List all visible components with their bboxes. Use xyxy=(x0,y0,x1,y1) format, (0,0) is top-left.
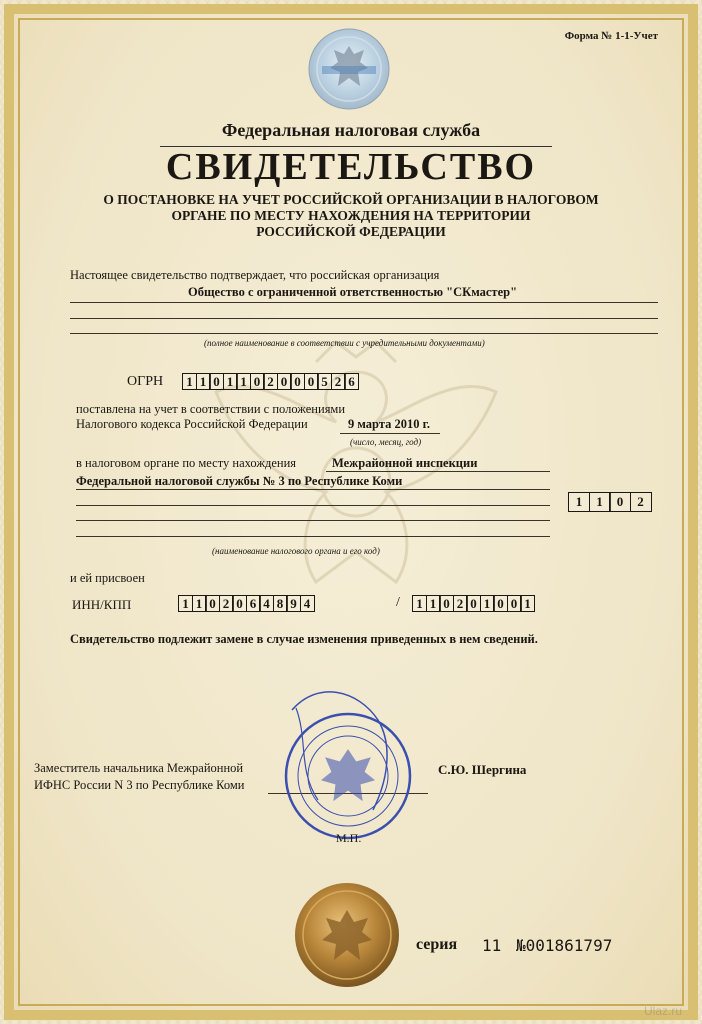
replacement-notice: Свидетельство подлежит замене в случае изменения приведенных в нем сведений. xyxy=(70,632,538,646)
ogrn-digit: 1 xyxy=(236,373,251,390)
kpp-digit: 0 xyxy=(466,595,481,612)
kpp-digit: 1 xyxy=(480,595,495,612)
inn-digit: 6 xyxy=(246,595,261,612)
tax-office-intro: в налоговом органе по месту нахождения xyxy=(76,456,297,470)
tax-office-name-2: Федеральной налоговой службы № 3 по Республике Коми xyxy=(76,474,403,488)
document-title: СВИДЕТЕЛЬСТВО xyxy=(165,146,537,188)
underline xyxy=(70,302,658,303)
signer-name: С.Ю. Шергина xyxy=(438,762,527,777)
ogrn-digit: 0 xyxy=(209,373,224,390)
underline xyxy=(76,536,550,537)
official-stamp-icon xyxy=(278,680,418,850)
organization-name: Общество с ограниченной ответственностью "СКмастер" xyxy=(188,285,518,299)
subtitle-line: О ПОСТАНОВКЕ НА УЧЕТ РОССИЙСКОЙ ОРГАНИЗАЦИИ В НАЛОГОВОМ xyxy=(103,192,599,207)
ogrn-digit: 1 xyxy=(196,373,211,390)
kpp-digit: 0 xyxy=(439,595,454,612)
registration-date: 9 марта 2010 г. xyxy=(348,417,431,431)
underline xyxy=(70,318,658,319)
inn-digit: 0 xyxy=(232,595,247,612)
serial-series: 11 xyxy=(482,936,502,955)
agency-name: Федеральная налоговая служба xyxy=(221,120,481,140)
kpp-digit: 1 xyxy=(426,595,441,612)
site-watermark: Ulaz.ru xyxy=(643,1004,682,1018)
inn-digit: 1 xyxy=(178,595,193,612)
kpp-digit: 0 xyxy=(493,595,508,612)
tax-office-code-digit: 0 xyxy=(609,492,631,512)
registration-text-2: Налогового кодекса Российской Федерации xyxy=(76,417,308,431)
inn-digit: 2 xyxy=(219,595,234,612)
serial-label: серия xyxy=(416,936,458,953)
inn-number xyxy=(178,595,313,612)
ogrn-digit: 1 xyxy=(223,373,238,390)
form-number: Форма № 1-1-Учет xyxy=(564,30,658,42)
tax-office-hint: (наименование налогового органа и его код) xyxy=(212,546,380,556)
subtitle-line: РОССИЙСКОЙ ФЕДЕРАЦИИ xyxy=(256,224,446,239)
document-subtitle xyxy=(70,192,632,240)
tax-office-name-1: Межрайонной инспекции xyxy=(332,456,478,470)
subtitle-line: ОРГАНЕ ПО МЕСТУ НАХОЖДЕНИЯ НА ТЕРРИТОРИИ xyxy=(171,208,531,223)
kpp-digit: 1 xyxy=(520,595,535,612)
org-name-hint: (полное наименование в соответствии с учредительными документами) xyxy=(204,338,485,348)
inn-digit: 9 xyxy=(286,595,301,612)
ogrn-digit: 2 xyxy=(331,373,346,390)
hologram-emblem-icon xyxy=(306,26,392,112)
tax-office-code-digit: 2 xyxy=(630,492,652,512)
ogrn-digit: 1 xyxy=(182,373,197,390)
ogrn-number xyxy=(182,373,358,390)
inn-digit: 0 xyxy=(205,595,220,612)
gold-seal-icon xyxy=(292,880,402,990)
ogrn-digit: 0 xyxy=(304,373,319,390)
inn-digit: 1 xyxy=(192,595,207,612)
ogrn-digit: 0 xyxy=(277,373,292,390)
signer-position-2: ИФНС России N 3 по Республике Коми xyxy=(34,778,245,792)
kpp-digit: 2 xyxy=(453,595,468,612)
inn-digit: 8 xyxy=(273,595,288,612)
intro-text: Настоящее свидетельство подтверждает, что российская организация xyxy=(70,268,440,282)
tax-office-code-digit: 1 xyxy=(568,492,590,512)
inn-kpp-separator: / xyxy=(396,595,400,610)
inn-digit: 4 xyxy=(300,595,315,612)
ogrn-digit: 6 xyxy=(344,373,359,390)
ogrn-label: ОГРН xyxy=(127,374,164,389)
underline xyxy=(76,505,550,506)
underline xyxy=(326,471,550,472)
inn-kpp-label: ИНН/КПП xyxy=(72,597,132,612)
underline xyxy=(70,333,658,334)
assigned-text: и ей присвоен xyxy=(70,571,145,585)
ogrn-digit: 2 xyxy=(263,373,278,390)
ogrn-digit: 0 xyxy=(290,373,305,390)
underline xyxy=(76,489,550,490)
kpp-digit: 0 xyxy=(507,595,522,612)
signer-position-1: Заместитель начальника Межрайонной xyxy=(34,761,244,775)
tax-office-code xyxy=(568,492,650,512)
kpp-digit: 1 xyxy=(412,595,427,612)
date-hint: (число, месяц, год) xyxy=(350,437,422,447)
inn-digit: 4 xyxy=(259,595,274,612)
registration-text-1: поставлена на учет в соответствии с положениями xyxy=(76,402,346,416)
ogrn-digit: 0 xyxy=(250,373,265,390)
underline xyxy=(76,520,550,521)
kpp-number xyxy=(412,595,534,612)
ogrn-digit: 5 xyxy=(317,373,332,390)
underline xyxy=(340,433,440,434)
tax-office-code-digit: 1 xyxy=(589,492,611,512)
serial-number: №001861797 xyxy=(516,936,613,955)
stamp-mp-label: М.П. xyxy=(336,831,362,845)
